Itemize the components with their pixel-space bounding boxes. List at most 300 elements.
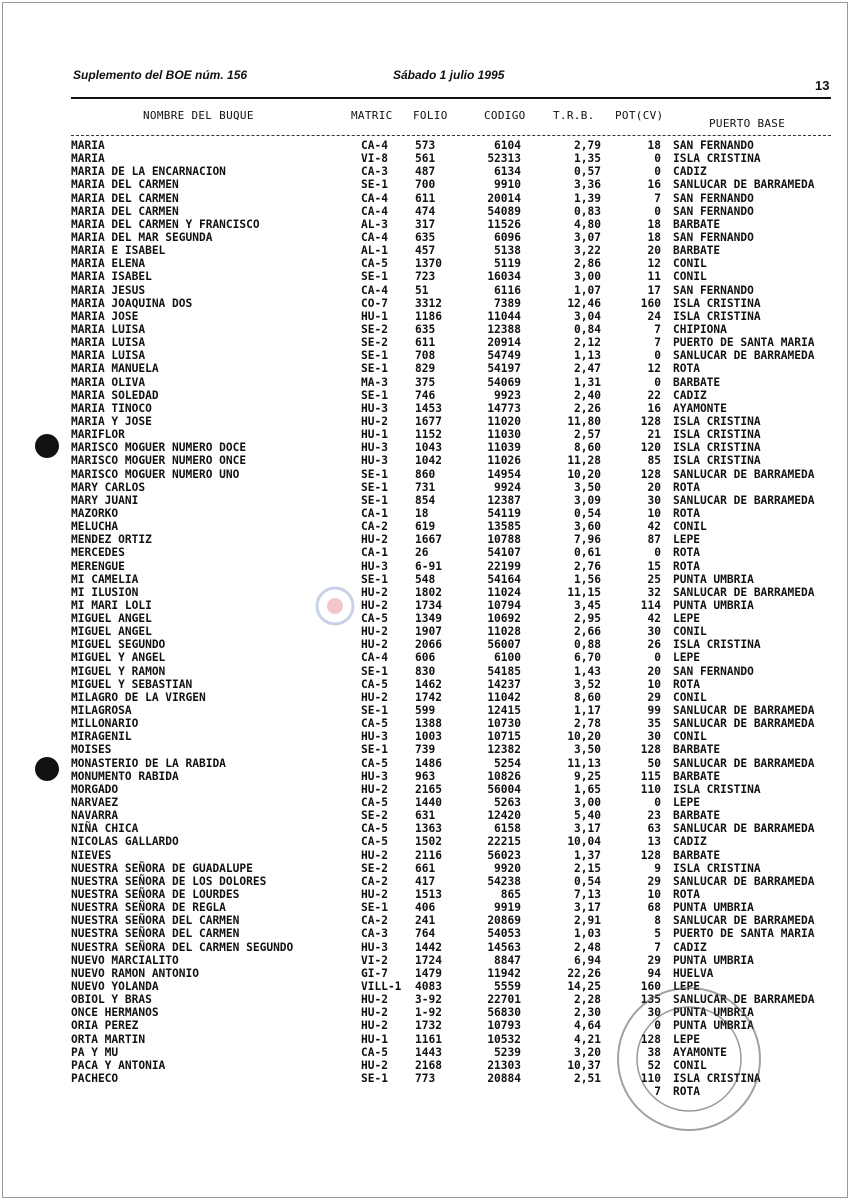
- cell-trb: 0,54: [574, 874, 601, 888]
- cell-pot: 9: [654, 861, 661, 875]
- table-row: [3, 757, 850, 770]
- cell-trb: 1,17: [574, 704, 601, 718]
- cell-matric: HU-3: [361, 769, 388, 783]
- cell-pot: 35: [647, 717, 661, 731]
- cell-codigo: 52313: [487, 152, 521, 166]
- cell-folio: 3-92: [415, 993, 442, 1007]
- cell-matric: CA-5: [361, 257, 388, 271]
- cell-puerto: ISLA CRISTINA: [673, 861, 761, 875]
- cell-codigo: 20869: [487, 914, 521, 928]
- cell-folio: 241: [415, 914, 436, 928]
- cell-pot: 18: [647, 217, 661, 231]
- cell-nombre: MARIA DEL CARMEN: [71, 204, 179, 218]
- cell-puerto: PUERTO DE SANTA MARIA: [673, 336, 815, 350]
- cell-codigo: 5119: [494, 257, 521, 271]
- cell-puerto: CONIL: [673, 257, 707, 271]
- cell-trb: 3,20: [574, 1045, 601, 1059]
- cell-trb: 12,46: [567, 296, 601, 310]
- column-header-divider: [71, 135, 831, 136]
- table-row: [3, 349, 850, 362]
- cell-nombre: MARIA DEL CARMEN: [71, 178, 179, 192]
- table-row: [3, 218, 850, 231]
- cell-folio: 1486: [415, 756, 442, 770]
- cell-trb: 3,50: [574, 480, 601, 494]
- cell-trb: 2,40: [574, 388, 601, 402]
- cell-puerto: CADIZ: [673, 835, 707, 849]
- cell-folio: 1677: [415, 414, 442, 428]
- cell-pot: 22: [647, 388, 661, 402]
- cell-codigo: 8847: [494, 953, 521, 967]
- cell-pot: 23: [647, 809, 661, 823]
- cell-pot: 128: [640, 743, 661, 757]
- cell-nombre: PACA Y ANTONIA: [71, 1058, 166, 1072]
- cell-codigo: 5254: [494, 756, 521, 770]
- cell-trb: 7,13: [574, 888, 601, 902]
- table-row: [3, 546, 850, 559]
- cell-matric: SE-2: [361, 861, 388, 875]
- cell-trb: 0,84: [574, 322, 601, 336]
- table-row: [3, 888, 850, 901]
- column-header-codigo: CODIGO: [484, 109, 526, 122]
- cell-pot: 16: [647, 401, 661, 415]
- cell-puerto: CONIL: [673, 1058, 707, 1072]
- cell-nombre: MORGADO: [71, 782, 119, 796]
- cell-puerto: SANLUCAR DE BARRAMEDA: [673, 993, 815, 1007]
- cell-pot: 128: [640, 1032, 661, 1046]
- cell-trb: 2,51: [574, 1071, 601, 1085]
- cell-codigo: 9910: [494, 178, 521, 192]
- cell-matric: HU-3: [361, 401, 388, 415]
- table-row: [3, 389, 850, 402]
- cell-nombre: MARIA ISABEL: [71, 270, 152, 284]
- cell-puerto: SANLUCAR DE BARRAMEDA: [673, 585, 815, 599]
- cell-trb: 0,83: [574, 204, 601, 218]
- table-row: [3, 862, 850, 875]
- cell-folio: 1724: [415, 953, 442, 967]
- cell-codigo: 7389: [494, 296, 521, 310]
- cell-trb: 2,76: [574, 559, 601, 573]
- cell-folio: 661: [415, 861, 436, 875]
- cell-codigo: 6116: [494, 283, 521, 297]
- cell-nombre: MARIA LUISA: [71, 349, 146, 363]
- cell-puerto: ROTA: [673, 506, 700, 520]
- cell-folio: 1502: [415, 835, 442, 849]
- cell-nombre: MIGUEL ANGEL: [71, 612, 152, 626]
- cell-matric: CA-5: [361, 756, 388, 770]
- cell-trb: 10,20: [567, 467, 601, 481]
- cell-matric: SE-2: [361, 809, 388, 823]
- cell-folio: 635: [415, 230, 436, 244]
- cell-nombre: NICOLAS GALLARDO: [71, 835, 179, 849]
- cell-matric: AL-1: [361, 244, 388, 258]
- cell-trb: 3,36: [574, 178, 601, 192]
- cell-folio: 1152: [415, 428, 442, 442]
- table-row: [3, 284, 850, 297]
- cell-nombre: MIGUEL ANGEL: [71, 625, 152, 639]
- cell-codigo: 11042: [487, 690, 521, 704]
- cell-pot: 52: [647, 1058, 661, 1072]
- cell-nombre: MARIA: [71, 139, 105, 152]
- cell-trb: 9,25: [574, 769, 601, 783]
- cell-trb: 2,26: [574, 401, 601, 415]
- cell-nombre: MARIA JOSE: [71, 309, 139, 323]
- cell-trb: 1,37: [574, 848, 601, 862]
- cell-codigo: 6100: [494, 651, 521, 665]
- cell-folio: 631: [415, 809, 436, 823]
- cell-nombre: MARIA MANUELA: [71, 362, 159, 376]
- table-row: [3, 914, 850, 927]
- cell-puerto: CONIL: [673, 690, 707, 704]
- cell-folio: 26: [415, 546, 429, 560]
- cell-trb: 22,26: [567, 966, 601, 980]
- cell-puerto: SAN FERNANDO: [673, 191, 754, 205]
- cell-codigo: 21303: [487, 1058, 521, 1072]
- cell-matric: SE-1: [361, 467, 388, 481]
- federation-stamp: [617, 987, 761, 1131]
- cell-nombre: MI ILUSION: [71, 585, 139, 599]
- cell-puerto: SANLUCAR DE BARRAMEDA: [673, 874, 815, 888]
- table-row: [3, 468, 850, 481]
- cell-nombre: NUESTRA SEÑORA DEL CARMEN SEGUNDO: [71, 940, 294, 954]
- cell-matric: VI-8: [361, 152, 388, 166]
- cell-trb: 3,00: [574, 796, 601, 810]
- cell-codigo: 20884: [487, 1071, 521, 1085]
- cell-matric: SE-1: [361, 270, 388, 284]
- cell-matric: CA-3: [361, 927, 388, 941]
- cell-pot: 5: [654, 927, 661, 941]
- cell-puerto: ISLA CRISTINA: [673, 454, 761, 468]
- cell-trb: 2,12: [574, 336, 601, 350]
- cell-pot: 17: [647, 283, 661, 297]
- cell-matric: HU-3: [361, 454, 388, 468]
- cell-matric: SE-1: [361, 901, 388, 915]
- cell-matric: HU-2: [361, 1019, 388, 1033]
- cell-pot: 16: [647, 178, 661, 192]
- cell-nombre: MARIA Y JOSE: [71, 414, 152, 428]
- cell-nombre: MARIA JESUS: [71, 283, 146, 297]
- cell-pot: 13: [647, 835, 661, 849]
- cell-puerto: BARBATE: [673, 809, 721, 823]
- cell-codigo: 11942: [487, 966, 521, 980]
- cell-folio: 1667: [415, 533, 442, 547]
- cell-trb: 0,61: [574, 546, 601, 560]
- cell-folio: 611: [415, 191, 436, 205]
- cell-folio: 561: [415, 152, 436, 166]
- cell-folio: 1042: [415, 454, 442, 468]
- cell-pot: 0: [654, 375, 661, 389]
- cell-pot: 32: [647, 585, 661, 599]
- cell-trb: 8,60: [574, 690, 601, 704]
- cell-matric: SE-1: [361, 704, 388, 718]
- table-row: [3, 362, 850, 375]
- cell-puerto: BARBATE: [673, 848, 721, 862]
- cell-matric: CA-4: [361, 204, 388, 218]
- cell-pot: 0: [654, 651, 661, 665]
- cell-pot: 7: [654, 1085, 661, 1099]
- cell-puerto: SAN FERNANDO: [673, 139, 754, 152]
- cell-folio: 1003: [415, 730, 442, 744]
- cell-pot: 30: [647, 730, 661, 744]
- table-row: [3, 875, 850, 888]
- cell-pot: 20: [647, 664, 661, 678]
- cell-matric: CA-3: [361, 165, 388, 179]
- table-row: [3, 954, 850, 967]
- table-row: [3, 507, 850, 520]
- cell-pot: 50: [647, 756, 661, 770]
- cell-folio: 860: [415, 467, 436, 481]
- cell-trb: 5,40: [574, 809, 601, 823]
- cell-pot: 20: [647, 480, 661, 494]
- cell-puerto: ROTA: [673, 480, 700, 494]
- cell-folio: 1907: [415, 625, 442, 639]
- cell-folio: 573: [415, 139, 436, 152]
- cell-pot: 68: [647, 901, 661, 915]
- cell-folio: 1442: [415, 940, 442, 954]
- table-row: [3, 244, 850, 257]
- cell-codigo: 54749: [487, 349, 521, 363]
- cell-matric: HU-2: [361, 585, 388, 599]
- cell-nombre: MARIA DEL CARMEN Y FRANCISCO: [71, 217, 260, 231]
- cell-puerto: SANLUCAR DE BARRAMEDA: [673, 178, 815, 192]
- cell-trb: 1,65: [574, 782, 601, 796]
- cell-folio: 487: [415, 165, 436, 179]
- table-row: [3, 376, 850, 389]
- cell-folio: 739: [415, 743, 436, 757]
- cell-codigo: 56004: [487, 782, 521, 796]
- cell-pot: 0: [654, 546, 661, 560]
- cell-folio: 829: [415, 362, 436, 376]
- cell-matric: HU-1: [361, 309, 388, 323]
- cell-nombre: MILAGROSA: [71, 704, 132, 718]
- cell-pot: 30: [647, 1006, 661, 1020]
- column-header-puerto: PUERTO BASE: [709, 117, 786, 130]
- cell-matric: SE-1: [361, 480, 388, 494]
- cell-puerto: BARBATE: [673, 769, 721, 783]
- cell-codigo: 10532: [487, 1032, 521, 1046]
- cell-nombre: NUESTRA SEÑORA DE LOURDES: [71, 888, 240, 902]
- cell-folio: 1734: [415, 598, 442, 612]
- cell-nombre: MONASTERIO DE LA RABIDA: [71, 756, 226, 770]
- cell-matric: GI-7: [361, 966, 388, 980]
- cell-trb: 3,09: [574, 493, 601, 507]
- cell-puerto: LEPE: [673, 612, 700, 626]
- cell-trb: 2,79: [574, 139, 601, 152]
- cell-pot: 25: [647, 572, 661, 586]
- cell-nombre: MARY JUANI: [71, 493, 139, 507]
- cell-puerto: SAN FERNANDO: [673, 230, 754, 244]
- cell-codigo: 11030: [487, 428, 521, 442]
- cell-puerto: PUNTA UMBRIA: [673, 598, 754, 612]
- cell-puerto: SANLUCAR DE BARRAMEDA: [673, 349, 815, 363]
- cell-puerto: ROTA: [673, 546, 700, 560]
- cell-puerto: ISLA CRISTINA: [673, 638, 761, 652]
- cell-matric: HU-2: [361, 598, 388, 612]
- cell-folio: 723: [415, 270, 436, 284]
- table-row: [3, 927, 850, 940]
- cell-matric: HU-2: [361, 625, 388, 639]
- cell-pot: 20: [647, 244, 661, 258]
- cell-pot: 85: [647, 454, 661, 468]
- cell-matric: CA-5: [361, 835, 388, 849]
- cell-trb: 3,00: [574, 270, 601, 284]
- cell-pot: 11: [647, 270, 661, 284]
- cell-matric: HU-3: [361, 940, 388, 954]
- table-row: [3, 310, 850, 323]
- table-row: [3, 901, 850, 914]
- cell-trb: 1,56: [574, 572, 601, 586]
- cell-puerto: CONIL: [673, 520, 707, 534]
- table-row: [3, 415, 850, 428]
- cell-folio: 2116: [415, 848, 442, 862]
- cell-trb: 10,04: [567, 835, 601, 849]
- cell-matric: CA-5: [361, 612, 388, 626]
- cell-folio: 731: [415, 480, 436, 494]
- cell-trb: 1,03: [574, 927, 601, 941]
- table-row: [3, 520, 850, 533]
- cell-pot: 10: [647, 888, 661, 902]
- table-row: [3, 454, 850, 467]
- cell-codigo: 6134: [494, 165, 521, 179]
- table-row: [3, 651, 850, 664]
- cell-puerto: ISLA CRISTINA: [673, 441, 761, 455]
- cell-puerto: CHIPIONA: [673, 322, 727, 336]
- cell-pot: 115: [640, 769, 661, 783]
- cell-folio: 1161: [415, 1032, 442, 1046]
- cell-nombre: MARISCO MOGUER NUMERO ONCE: [71, 454, 247, 468]
- cell-puerto: BARBATE: [673, 375, 721, 389]
- cell-puerto: SANLUCAR DE BARRAMEDA: [673, 822, 815, 836]
- cell-matric: HU-2: [361, 638, 388, 652]
- cell-pot: 21: [647, 428, 661, 442]
- cell-matric: CA-4: [361, 651, 388, 665]
- cell-trb: 7,96: [574, 533, 601, 547]
- cell-puerto: BARBATE: [673, 743, 721, 757]
- table-row: [3, 231, 850, 244]
- cell-trb: 2,95: [574, 612, 601, 626]
- cell-puerto: SANLUCAR DE BARRAMEDA: [673, 914, 815, 928]
- cell-puerto: SAN FERNANDO: [673, 283, 754, 297]
- cell-codigo: 11044: [487, 309, 521, 323]
- cell-nombre: MELUCHA: [71, 520, 119, 534]
- cell-codigo: 5263: [494, 796, 521, 810]
- cell-trb: 4,21: [574, 1032, 601, 1046]
- cell-folio: 1349: [415, 612, 442, 626]
- cell-matric: HU-2: [361, 782, 388, 796]
- cell-trb: 3,04: [574, 309, 601, 323]
- cell-nombre: NIEVES: [71, 848, 112, 862]
- cell-pot: 29: [647, 874, 661, 888]
- cell-pot: 7: [654, 940, 661, 954]
- cell-trb: 3,52: [574, 677, 601, 691]
- cell-puerto: ISLA CRISTINA: [673, 782, 761, 796]
- cell-codigo: 54119: [487, 506, 521, 520]
- table-row: [3, 139, 850, 152]
- cell-codigo: 14954: [487, 467, 521, 481]
- watermark-logo: [315, 571, 435, 641]
- cell-folio: 963: [415, 769, 436, 783]
- cell-puerto: ROTA: [673, 362, 700, 376]
- table-row: [3, 691, 850, 704]
- cell-codigo: 14773: [487, 401, 521, 415]
- cell-codigo: 5239: [494, 1045, 521, 1059]
- cell-matric: AL-3: [361, 217, 388, 231]
- cell-nombre: OBIOL Y BRAS: [71, 993, 152, 1007]
- cell-pot: 63: [647, 822, 661, 836]
- cell-codigo: 10794: [487, 598, 521, 612]
- cell-matric: HU-3: [361, 730, 388, 744]
- cell-codigo: 9923: [494, 388, 521, 402]
- cell-nombre: ORTA MARTIN: [71, 1032, 146, 1046]
- cell-codigo: 56023: [487, 848, 521, 862]
- cell-pot: 7: [654, 191, 661, 205]
- cell-matric: SE-1: [361, 572, 388, 586]
- cell-puerto: LEPE: [673, 533, 700, 547]
- table-row: [3, 743, 850, 756]
- cell-folio: 2165: [415, 782, 442, 796]
- cell-codigo: 5138: [494, 244, 521, 258]
- cell-codigo: 54185: [487, 664, 521, 678]
- cell-folio: 474: [415, 204, 436, 218]
- cell-puerto: SANLUCAR DE BARRAMEDA: [673, 704, 815, 718]
- cell-puerto: ROTA: [673, 888, 700, 902]
- cell-nombre: NUESTRA SEÑORA DE REGLA: [71, 901, 226, 915]
- cell-puerto: BARBATE: [673, 217, 721, 231]
- cell-puerto: SANLUCAR DE BARRAMEDA: [673, 756, 815, 770]
- cell-matric: CA-5: [361, 796, 388, 810]
- cell-pot: 87: [647, 533, 661, 547]
- cell-trb: 10,20: [567, 730, 601, 744]
- cell-codigo: 6158: [494, 822, 521, 836]
- cell-trb: 0,88: [574, 638, 601, 652]
- table-row: [3, 297, 850, 310]
- cell-nombre: MENDEZ ORTIZ: [71, 533, 152, 547]
- cell-puerto: CADIZ: [673, 940, 707, 954]
- cell-puerto: LEPE: [673, 651, 700, 665]
- cell-nombre: MIGUEL SEGUNDO: [71, 638, 166, 652]
- cell-folio: 1742: [415, 690, 442, 704]
- cell-pot: 0: [654, 165, 661, 179]
- cell-pot: 128: [640, 414, 661, 428]
- cell-folio: 599: [415, 704, 436, 718]
- cell-nombre: MARIA LUISA: [71, 322, 146, 336]
- cell-matric: CA-4: [361, 191, 388, 205]
- cell-pot: 120: [640, 441, 661, 455]
- column-header-nombre: NOMBRE DEL BUQUE: [143, 109, 254, 122]
- cell-nombre: MARIA ELENA: [71, 257, 146, 271]
- cell-matric: SE-1: [361, 362, 388, 376]
- cell-codigo: 12388: [487, 322, 521, 336]
- cell-nombre: MARISCO MOGUER NUMERO DOCE: [71, 441, 247, 455]
- cell-folio: 606: [415, 651, 436, 665]
- cell-nombre: MERCEDES: [71, 546, 125, 560]
- table-row: [3, 441, 850, 454]
- cell-trb: 3,45: [574, 598, 601, 612]
- cell-puerto: CONIL: [673, 625, 707, 639]
- cell-trb: 11,13: [567, 756, 601, 770]
- cell-folio: 1440: [415, 796, 442, 810]
- cell-nombre: MARIFLOR: [71, 428, 125, 442]
- cell-codigo: 54053: [487, 927, 521, 941]
- cell-folio: 1-92: [415, 1006, 442, 1020]
- cell-matric: SE-1: [361, 493, 388, 507]
- cell-matric: CA-1: [361, 546, 388, 560]
- cell-folio: 1443: [415, 1045, 442, 1059]
- cell-puerto: ROTA: [673, 559, 700, 573]
- cell-matric: SE-1: [361, 743, 388, 757]
- cell-trb: 1,31: [574, 375, 601, 389]
- cell-trb: 4,80: [574, 217, 601, 231]
- cell-matric: CA-5: [361, 822, 388, 836]
